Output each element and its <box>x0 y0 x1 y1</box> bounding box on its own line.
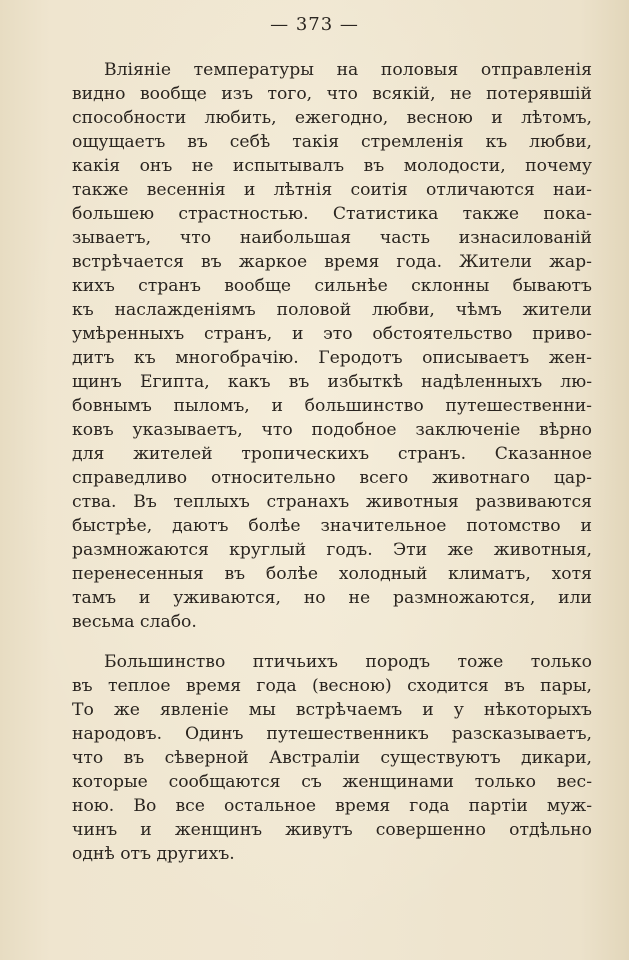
text-line: То же явленіе мы встрѣчаемъ и у нѣкоторыхъ <box>72 700 592 720</box>
text-line: въ теплое время года (весною) сходится въ пары, <box>72 676 592 696</box>
text-line: способности любить, ежегодно, весною и лѣтомъ, <box>72 108 592 128</box>
text-line: справедливо относительно всего животнаго цар- <box>72 468 592 488</box>
text-line: быстрѣе, даютъ болѣе значительное потомство и <box>72 516 592 536</box>
text-line: ощущаетъ въ себѣ такія стремленія къ любви, <box>72 132 592 152</box>
text-line: которые сообщаются съ женщинами только вес- <box>72 772 592 792</box>
text-line: ною. Во все остальное время года партіи муж- <box>72 796 592 816</box>
page-number: — 373 — <box>270 14 359 35</box>
text-line: кихъ странъ вообще сильнѣе склонны бываютъ <box>72 276 592 296</box>
text-line: какія онъ не испытывалъ въ молодости, почему <box>72 156 592 176</box>
text-line: ковъ указываетъ, что подобное заключеніе вѣрно <box>72 420 592 440</box>
text-line: дитъ къ многобрачію. Геродотъ описываетъ жен- <box>72 348 592 368</box>
text-line: также весеннія и лѣтнія соитія отличаются наи- <box>72 180 592 200</box>
text-line: къ наслажденіямъ половой любви, чѣмъ жители <box>72 300 592 320</box>
text-line: большею страстностью. Статистика также пока- <box>72 204 592 224</box>
text-line: встрѣчается въ жаркое время года. Жители жар- <box>72 252 592 272</box>
text-line: Вліяніе температуры на половыя отправленія <box>104 60 592 80</box>
text-line: зываетъ, что наибольшая часть изнасилованій <box>72 228 592 248</box>
text-line: перенесенныя въ болѣе холодный климатъ, хотя <box>72 564 592 584</box>
text-line: тамъ и уживаются, но не размножаются, или <box>72 588 592 608</box>
text-line: умѣренныхъ странъ, и это обстоятельство приво- <box>72 324 592 344</box>
bleed-through-shadow <box>410 868 600 908</box>
text-line: щинъ Египта, какъ въ избыткѣ надѣленныхъ лю- <box>72 372 592 392</box>
text-line: что въ сѣверной Австраліи существуютъ дикари, <box>72 748 592 768</box>
text-line: видно вообще изъ того, что всякій, не потерявшій <box>72 84 592 104</box>
text-line: размножаются круглый годъ. Эти же животныя, <box>72 540 592 560</box>
text-line: Большинство птичьихъ породъ тоже только <box>104 652 592 672</box>
paragraph-2 <box>72 650 592 866</box>
text-line: ства. Въ теплыхъ странахъ животныя развиваются <box>72 492 592 512</box>
text-line: для жителей тропическихъ странъ. Сказанное <box>72 444 592 464</box>
text-line: народовъ. Одинъ путешественникъ разсказываетъ, <box>72 724 592 744</box>
text-line: бовнымъ пыломъ, и большинство путешественни- <box>72 396 592 416</box>
paragraph-1 <box>72 58 592 634</box>
text-line: чинъ и женщинъ живутъ совершенно отдѣльно <box>72 820 592 840</box>
text-line: весьма слабо. <box>72 612 197 632</box>
text-line: однѣ отъ другихъ. <box>72 844 235 864</box>
